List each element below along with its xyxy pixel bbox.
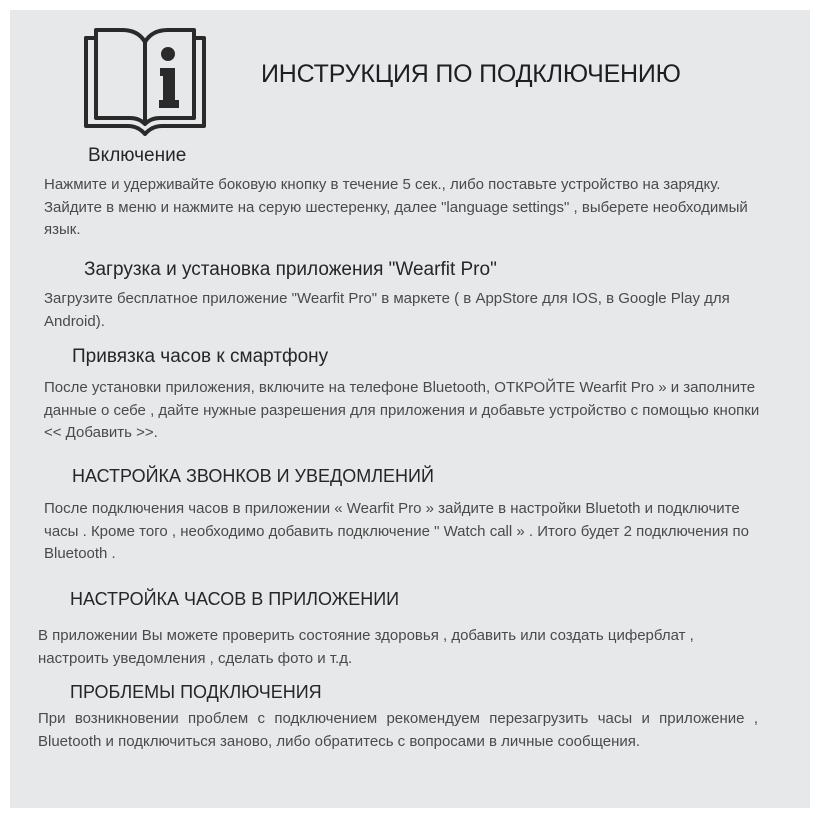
section-heading-install-app: Загрузка и установка приложения "Wearfit Pro" [84,259,497,280]
section-text-install-app: Загрузите бесплатное приложение "Wearfit Pro" в маркете ( в AppStore для IOS, в Google Play для Android). [44,290,730,330]
section-text-watch-settings: В приложении Вы можете проверить состояние здоровья , добавить или создать циферблат , настроить уведомления , сделать фото и т.д. [38,627,694,667]
section-heading-watch-settings: НАСТРОЙКА ЧАСОВ В ПРИЛОЖЕНИИ [70,589,400,609]
instruction-card [10,10,810,808]
page-title: ИНСТРУКЦИЯ ПО ПОДКЛЮЧЕНИЮ [261,60,681,88]
section-heading-connection-problems: ПРОБЛЕМЫ ПОДКЛЮЧЕНИЯ [70,682,322,702]
section-heading-calls-notifications: НАСТРОЙКА ЗВОНКОВ И УВЕДОМЛЕНИЙ [72,466,434,486]
section-heading-pairing: Привязка часов к смартфону [72,346,329,367]
book-info-icon [82,26,208,136]
section-heading-power-on: Включение [88,145,187,166]
section-text-calls-notifications: После подключения часов в приложении « Wearfit Pro » зайдите в настройки Bluetoth и подключите часы . Кроме того , необходимо добавить подключение " Watch call » . Итого будет 2 подключения по Bluetooth . [44,500,749,562]
section-text-power-on: Нажмите и удерживайте боковую кнопку в течение 5 сек., либо поставьте устройство на зарядку. Зайдите в меню и нажмите на серую шестеренку, далее "language settings" , выберете необходимый язык. [44,176,748,238]
section-text-connection-problems: При возникновении проблем с подключением рекомендуем перезагрузить часы и приложение , Bluetooth и подключиться заново, либо обратитесь с вопросами в личные сообщения. [38,710,758,750]
section-text-pairing: После установки приложения, включите на телефоне Bluetooth, ОТКРОЙТЕ Wearfit Pro » и заполните данные о себе , дайте нужные разрешения для приложения и добавьте устройство с помощью кнопки << Добавить >>. [44,379,760,441]
